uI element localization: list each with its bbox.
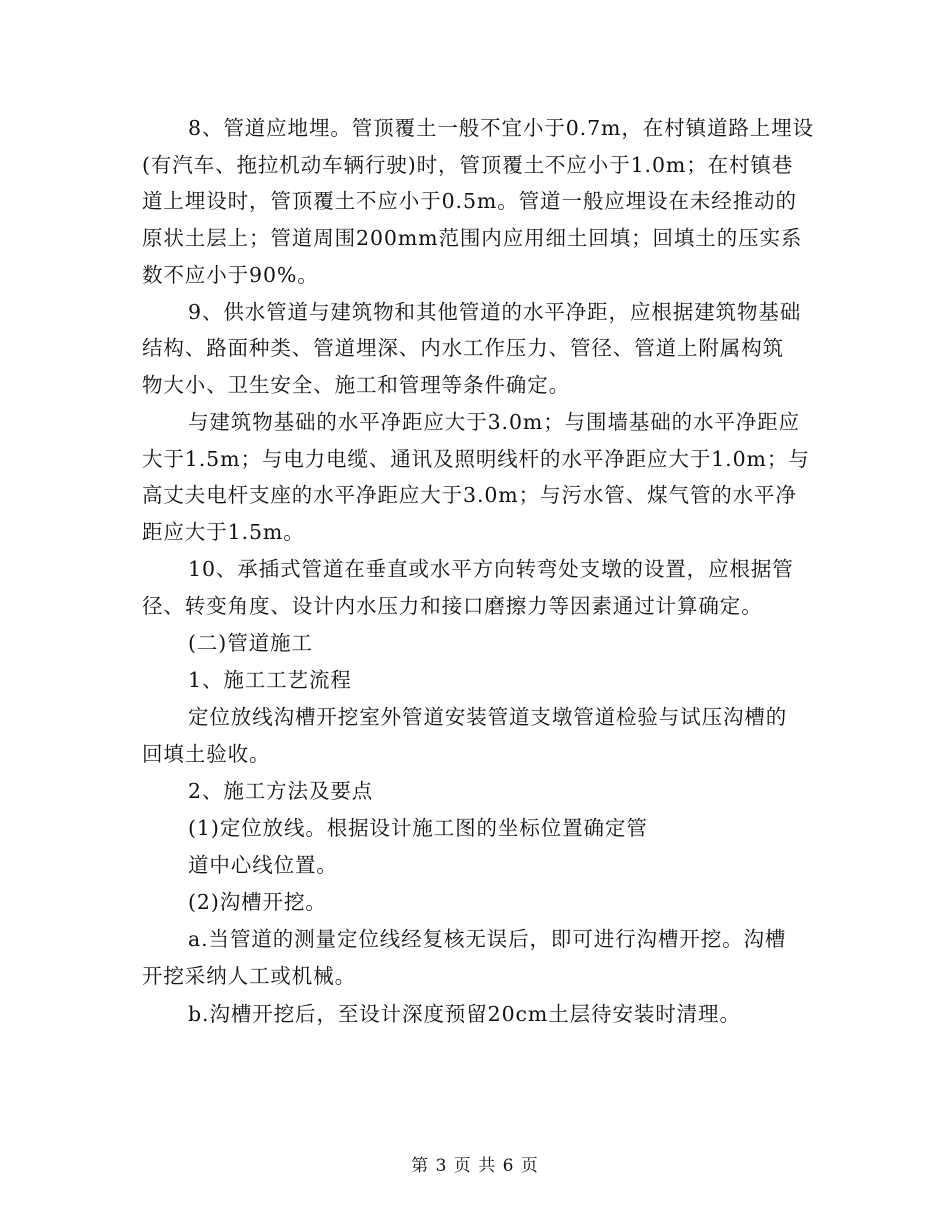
subsection-heading: 1、施工工艺流程 bbox=[188, 668, 352, 692]
text-line: (1)定位放线。根据设计施工图的坐标位置确定管 bbox=[188, 816, 648, 840]
text-line: 数不应小于90%。 bbox=[142, 263, 319, 287]
text-line: 径、转变角度、设计内水压力和接口磨擦力等因素通过计算确定。 bbox=[142, 594, 763, 618]
subsection-heading: 2、施工方法及要点 bbox=[188, 779, 374, 803]
text-line: 9、供水管道与建筑物和其他管道的水平净距，应根据建筑物基础 bbox=[188, 300, 802, 324]
text-line: (有汽车、拖拉机动车辆行驶)时，管顶覆土不应小于1.0m；在村镇巷 bbox=[142, 153, 794, 177]
text-line: 距应大于1.5m。 bbox=[142, 520, 305, 544]
section-heading: (二)管道施工 bbox=[188, 631, 313, 655]
text-line: b.沟槽开挖后，至设计深度预留20cm土层待安装时清理。 bbox=[188, 1002, 741, 1026]
text-line: 原状土层上；管道周围200mm范围内应用细土回填；回填土的压实系 bbox=[142, 226, 803, 250]
text-line: (2)沟槽开挖。 bbox=[188, 890, 327, 914]
text-line: 回填土验收。 bbox=[142, 742, 271, 766]
text-line: 物大小、卫生安全、施工和管理等条件确定。 bbox=[142, 373, 570, 397]
text-line: 10、承插式管道在垂直或水平方向转弯处支墩的设置，应根据管 bbox=[188, 557, 794, 581]
text-line: 开挖采纳人工或机械。 bbox=[142, 964, 356, 988]
text-line: 道上埋设时，管顶覆土不应小于0.5m。管道一般应埋设在未经推动的 bbox=[142, 189, 797, 213]
text-line: 8、管道应地埋。管顶覆土一般不宜小于0.7m，在村镇道路上埋设 bbox=[188, 116, 814, 140]
text-line: a.当管道的测量定位线经复核无误后，即可进行沟槽开挖。沟槽 bbox=[188, 927, 787, 951]
text-line: 大于1.5m；与电力电缆、通讯及照明线杆的水平净距应大于1.0m；与 bbox=[142, 447, 810, 471]
text-line: 定位放线沟槽开挖室外管道安装管道支墩管道检验与试压沟槽的 bbox=[188, 705, 788, 729]
text-line: 结构、路面种类、管道埋深、内水工作压力、管径、管道上附属构筑 bbox=[142, 336, 784, 360]
text-line: 高丈夫电杆支座的水平净距应大于3.0m；与污水管、煤气管的水平净 bbox=[142, 483, 797, 507]
text-line: 与建筑物基础的水平净距应大于3.0m；与围墙基础的水平净距应 bbox=[188, 410, 801, 434]
text-line: 道中心线位置。 bbox=[188, 853, 338, 877]
page-footer: 第 3 页 共 6 页 bbox=[411, 1156, 539, 1176]
